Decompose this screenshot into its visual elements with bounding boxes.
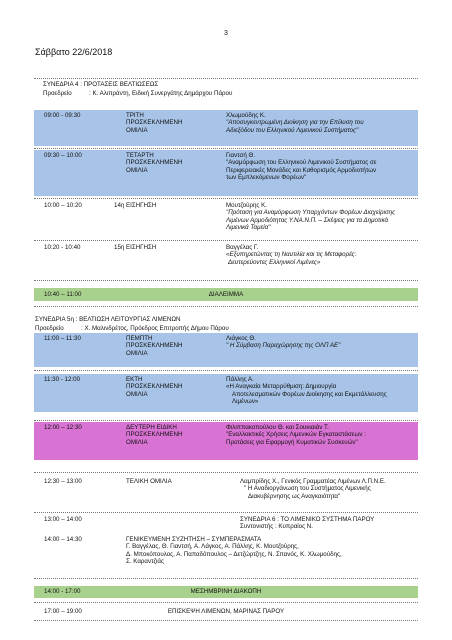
- divider: [34, 578, 418, 579]
- discussion-title: ΓΕΝΙΚΕΥΜΕΝΗ ΣΥΖΗΤΗΣΗ – ΣΥΜΠΕΡΑΣΜΑΤΑ: [126, 536, 262, 543]
- break-row: [34, 288, 418, 301]
- row-time: 17:00 – 19:00: [44, 608, 82, 615]
- divider: [34, 620, 418, 621]
- talk-title: Προτάσεις για Εφαρμογή Κυματικών Συσκευών": [226, 438, 358, 446]
- row-time: 10:00 – 10:20: [44, 202, 82, 209]
- discussion-names: Γ. Βαγγέλας, Θ. Γιαντσή, Α. Λάγκος, Α. Πάλλης, Κ. Μουτζούρης,: [126, 543, 299, 551]
- schedule-row: [34, 150, 418, 196]
- discussion-names: Σ. Καραντζιάς: [126, 558, 164, 566]
- divider: [34, 512, 418, 513]
- type-line: ΤΕΤΑΡΤΗ: [126, 152, 154, 159]
- speaker-name: Χλωμούδης Κ.: [226, 112, 266, 119]
- session-4-title: ΣΥΝΕΔΡΙΑ 4 : ΠΡΟΤΑΣΕΙΣ ΒΕΛΤΙΩΣΕΩΣ: [43, 81, 159, 88]
- chair-label: Προεδρείο: [35, 325, 64, 332]
- row-time: 09:00 - 09:30: [44, 112, 81, 119]
- row-type: [126, 152, 182, 174]
- lunch-label: ΜΕΣΗΜΒΡΙΝΗ ΔΙΑΚΟΠΗ: [190, 588, 262, 595]
- type-line: ΟΜΙΛΙΑ: [126, 166, 148, 174]
- talk-title: «Εξυπηρετώντας τη Ναυτιλία και τις Μεταφορές:: [226, 251, 357, 259]
- row-speaker: [226, 244, 356, 266]
- session-5-chair: [35, 325, 229, 332]
- row-type: [126, 112, 182, 134]
- talk-title: Λιμένων»: [232, 398, 259, 406]
- type-line: ΟΜΙΛΙΑ: [126, 349, 148, 357]
- talk-title: "Πρόταση για Αναμόρφωση Υπαρχόντων Φορέων Διαχείρισης: [226, 209, 396, 217]
- chair-name: : Κ. Αλιπράντη, Ειδική Συνεργάτης Δημάρχου Πάρου: [89, 90, 233, 97]
- row-type: 15η ΕΙΣΗΓΗΣΗ: [114, 244, 157, 251]
- row-time: 10:20 - 10:40: [44, 244, 81, 251]
- row-time: 12:30 – 13:00: [44, 478, 82, 485]
- row-time: 14:00 - 17:00: [44, 588, 81, 595]
- talk-title: Λιμενικά Ταμεία": [226, 224, 271, 232]
- type-line: ΠΕΜΠΤΗ: [126, 335, 153, 342]
- divider: [34, 370, 418, 371]
- page-date: Σάββατο 22/6/2018: [35, 47, 113, 57]
- row-type: ΤΕΛΙΚΗ ΟΜΙΛΙΑ: [126, 478, 172, 485]
- discussion-row: [34, 534, 418, 574]
- row-speaker: [226, 335, 340, 350]
- row-speaker: [226, 424, 366, 446]
- divider: [34, 602, 418, 603]
- speaker-name: Μουτζούρης Κ.: [226, 202, 267, 209]
- page-number: 3: [224, 30, 228, 37]
- speaker-name: Γιαντσή Θ.: [226, 152, 256, 159]
- talk-title: " Η Αναδιοργάνωση του Συστήματος Λιμενικής: [244, 485, 371, 493]
- type-line: ΠΡΟΣΚΕΚΛΗΜΕΝΗ: [126, 383, 183, 391]
- type-line: ΔΕΥΤΕΡΗ ΕΙΔΙΚΗ: [126, 424, 177, 431]
- speaker-name: Φιλιππακοπούλου Θ. και Σουκιαιάν Τ.: [226, 424, 329, 431]
- chair-name: : Χ. Μαλινδρέτος, Πρόεδρος Επιτροπής Δήμου Πάρου: [81, 325, 229, 332]
- schedule-row: [34, 110, 418, 146]
- row-time: 09:30 – 10:00: [44, 152, 82, 159]
- type-line: ΟΜΙΛΙΑ: [126, 438, 148, 446]
- speaker-name: Βαγγέλας Γ.: [226, 244, 259, 251]
- session-6-title: ΣΥΝΕΔΡΙΑ 6 : ΤΟ ΛΙΜΕΝΙΚΟ ΣΥΣΤΗΜΑ ΠΑΡΟΥ: [240, 516, 375, 523]
- divider: [34, 240, 418, 241]
- row-type: [126, 335, 182, 357]
- divider: [34, 280, 418, 281]
- talk-title: Περιφερειακές Μονάδες και Καθορισμός Αρμοδιοτήτων: [226, 166, 377, 174]
- discussion-info: [126, 536, 342, 566]
- row-time: 11:30 - 12:00: [44, 376, 81, 383]
- row-time: 10:40 – 11:00: [44, 291, 82, 298]
- schedule-row: [34, 476, 418, 508]
- discussion-names: Δ. Μποκόπουλος, Α. Παπαδόπουλος – Δετζώρτζης, Ν. Σπανός, Κ. Χλωμούδης,: [126, 550, 342, 558]
- row-time: 13:00 – 14:00: [44, 516, 82, 523]
- type-line: ΠΡΟΣΚΕΚΛΗΜΕΝΗ: [126, 431, 183, 439]
- type-line: ΠΡΟΣΚΕΚΛΗΜΕΝΗ: [126, 159, 183, 167]
- type-line: ΟΜΙΛΙΑ: [126, 390, 148, 398]
- break-label: ΔΙΑΛΕΙΜΜΑ: [208, 291, 244, 298]
- session-6-coordinator: Συντονιστής : Κυπραίος Ν.: [240, 523, 313, 531]
- row-type: [126, 424, 182, 446]
- talk-title: "Αποσυγκεντρωμένη Διοίκηση για την Επίλυση του: [226, 119, 364, 127]
- divider: [34, 148, 418, 149]
- type-line: ΠΡΟΣΚΕΚΛΗΜΕΝΗ: [126, 342, 183, 350]
- talk-title: «Η Αναγκαία Μεταρρύθμιση: Δημιουργία: [226, 383, 337, 391]
- type-line: ΠΡΟΣΚΕΚΛΗΜΕΝΗ: [126, 119, 183, 127]
- schedule-row: [34, 242, 418, 274]
- divider: [34, 306, 418, 307]
- row-speaker: [240, 478, 386, 500]
- visit-label: ΕΠΙΣΚΕΨΗ ΛΙΜΕΝΩΝ, ΜΑΡΙΝΑΣ ΠΑΡΟΥ: [167, 608, 285, 615]
- talk-title: "Εναλλακτικές Χρήσεις Λιμενικών Εγκαταστάσεων :: [226, 431, 366, 439]
- session-6-info: [240, 516, 374, 531]
- talk-title: Λιμένων Αρμοδιότητας Υ.ΝΑ.Ν.Π. – Σκέψεις για τα Δημοτικά: [226, 216, 389, 224]
- session-4-chair: [43, 90, 232, 97]
- chair-label: Προεδρείο: [43, 90, 72, 97]
- schedule-row: [34, 200, 418, 236]
- speaker-name: Πάλλης Α.: [226, 376, 254, 383]
- type-line: ΟΜΙΛΙΑ: [126, 126, 148, 134]
- row-time: 11:00 – 11:30: [44, 335, 81, 342]
- visit-row: [34, 606, 418, 618]
- row-speaker: [226, 376, 387, 406]
- talk-title: Δευτερεύοντες Ελληνικοί Λιμένες»: [228, 258, 321, 266]
- speaker-name: Λαμπρίδης Χ., Γενικός Γραμματέας Λιμένων Λ.Π.Ν.Ε.: [240, 478, 386, 485]
- type-line: ΤΡΙΤΗ: [126, 112, 144, 119]
- session-5-title: ΣΥΝΕΔΡΙΑ 5η : ΒΕΛΤΙΩΣΗ ΛΕΙΤΟΥΡΓΙΑΣ ΛΙΜΕΝΩΝ: [35, 316, 181, 323]
- schedule-row: [34, 422, 418, 460]
- talk-title: "Αναμόρφωση του Ελληνικού Λιμενικού Συστήματος σε: [226, 159, 377, 167]
- lunch-row: [34, 586, 418, 598]
- type-line: ΕΚΤΗ: [126, 376, 143, 383]
- row-time: 14:00 – 14:30: [44, 536, 82, 543]
- row-type: 14η ΕΙΣΗΓΗΣΗ: [114, 202, 157, 209]
- divider: [34, 472, 418, 473]
- row-speaker: [226, 112, 364, 134]
- talk-title: Αδιεξόδου του Ελληνικού Λιμενικού Συστήματος": [226, 126, 359, 134]
- speaker-name: Λιάγκος Θ.: [226, 335, 256, 342]
- talk-title: " Η Σύμβαση Παραχώρησης της ΟΛΠ ΑΕ": [226, 342, 341, 350]
- divider: [34, 420, 418, 421]
- talk-title: των Εμπλεκόμενων Φορέων": [226, 174, 307, 182]
- row-type: [126, 376, 182, 398]
- schedule-row: [34, 333, 418, 367]
- divider: [34, 78, 418, 79]
- talk-title: Διακυβέρνησης ως Αναγκαιότητα": [248, 492, 341, 500]
- divider: [34, 198, 418, 199]
- talk-title: Αποτελεσματικών Φορέων Διοίκησης και Εκμετάλλευσης: [232, 390, 387, 398]
- row-time: 12:00 – 12:30: [44, 424, 82, 431]
- row-speaker: [226, 152, 377, 182]
- schedule-row: [34, 374, 418, 412]
- row-speaker: [226, 202, 395, 232]
- session-6-row: [34, 514, 418, 536]
